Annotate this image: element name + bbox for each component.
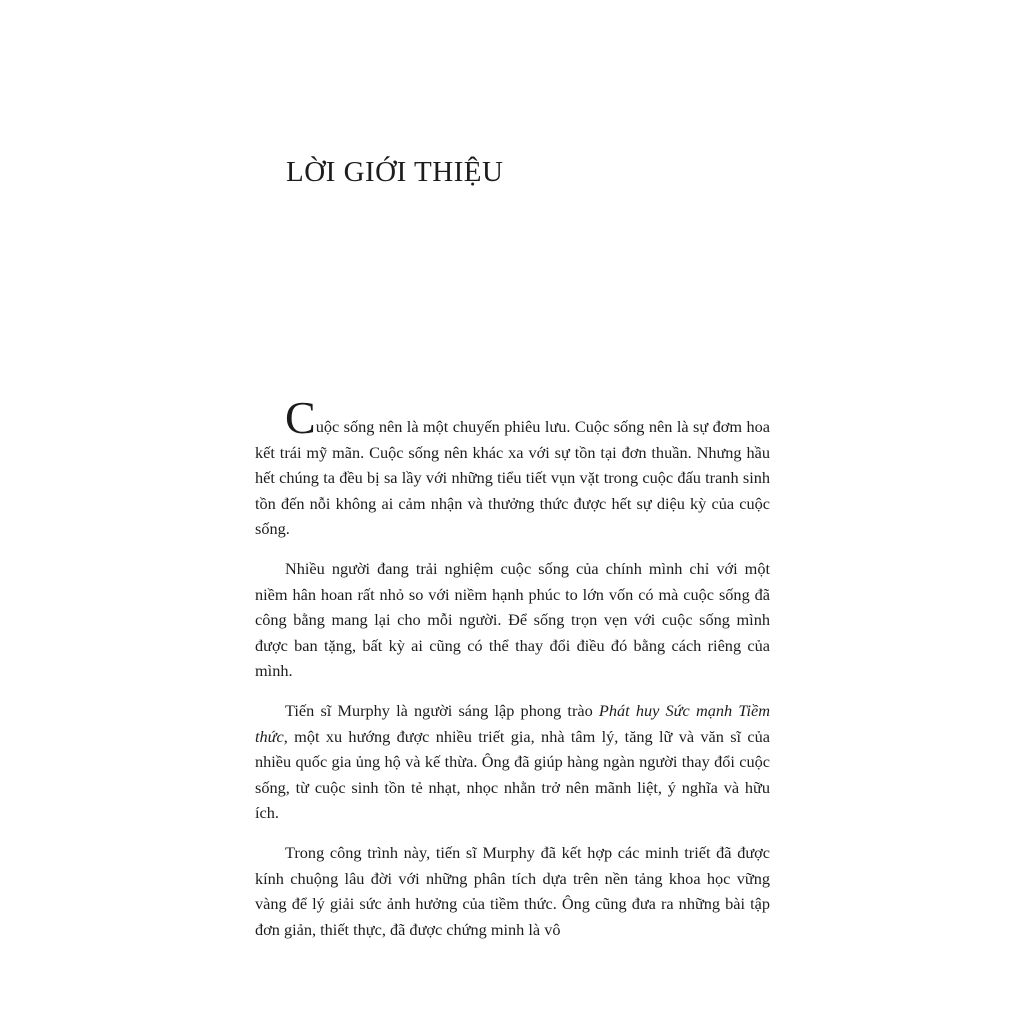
paragraph-1 <box>255 392 770 542</box>
paragraph-3-italic-phrase: Phát huy Sức mạnh Tiềm thức <box>255 701 770 746</box>
paragraph-4: Trong công trình này, tiến sĩ Murphy đã kết hợp các minh triết đã được kính chuộng lâu đời với những phân tích dựa trên nền tảng khoa học vững vàng để lý giải sức ảnh hưởng của tiềm thức. Ông cũng đưa ra những bài tập đơn giản, thiết thực, đã được chứng minh là vô <box>255 843 770 939</box>
chapter-title: LỜI GIỚI THIỆU <box>286 156 504 188</box>
body-text <box>255 392 770 957</box>
paragraph-3-text-before: Tiến sĩ Murphy là người sáng lập phong trào <box>285 701 599 720</box>
paragraph-2: Nhiều người đang trải nghiệm cuộc sống của chính mình chỉ với một niềm hân hoan rất nhỏ so với niềm hạnh phúc to lớn vốn có mà cuộc sống đã công bằng mang lại cho mỗi người. Để sống trọn vẹn với cuộc sống mình được ban tặng, bất kỳ ai cũng có thể thay đổi điều đó bằng cách riêng của mình. <box>255 559 770 680</box>
paragraph-3 <box>255 698 770 826</box>
paragraph-3-text-after: , một xu hướng được nhiều triết gia, nhà tâm lý, tăng lữ và văn sĩ của nhiều quốc gia ủng hộ và kế thừa. Ông đã giúp hàng ngàn người thay đổi cuộc sống, từ cuộc sinh tồn tẻ nhạt, nhọc nhằn trở nên mãnh liệt, ý nghĩa và hữu ích. <box>255 726 770 822</box>
drop-cap: C <box>285 392 316 443</box>
paragraph-1-text: uộc sống nên là một chuyến phiêu lưu. Cuộc sống nên là sự đơm hoa kết trái mỹ mãn. Cuộc sống nên khác xa với sự tồn tại đơn thuần. Nhưng hầu hết chúng ta đều bị sa lầy với những tiểu tiết vụn vặt trong cuộc đấu tranh sinh tồn đến nỗi không ai cảm nhận và thưởng thức được hết sự diệu kỳ của cuộc sống. <box>255 417 770 538</box>
